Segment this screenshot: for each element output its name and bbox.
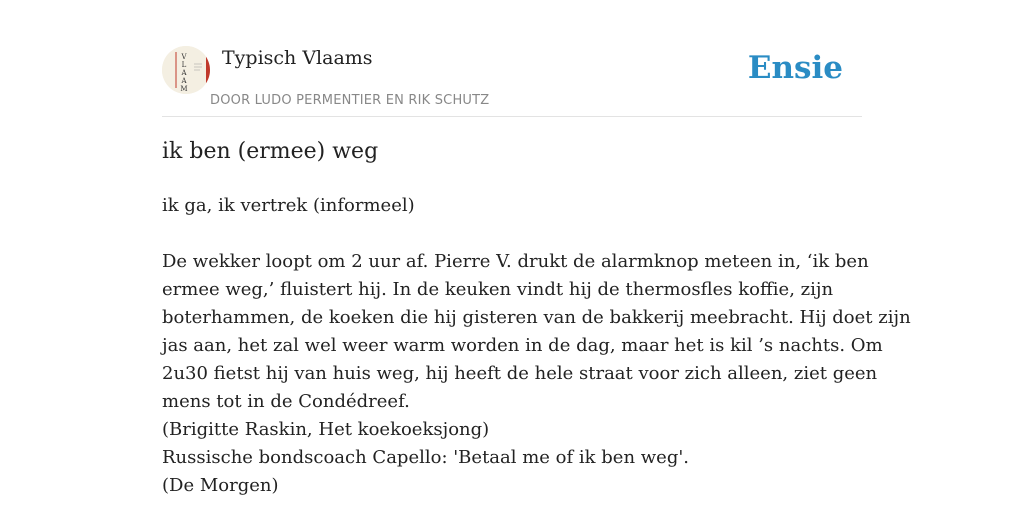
example-line: ermee weg,’ fluistert hij. In de keuken vindt hij de thermosfles koffie, zijn: [162, 279, 834, 300]
entry-example: [162, 248, 911, 500]
example-line: De wekker loopt om 2 uur af. Pierre V. drukt de alarmknop meteen in, ‘ik ben: [162, 251, 869, 272]
book-authors: DOOR LUDO PERMENTIER EN RIK SCHUTZ: [210, 93, 490, 108]
svg-text:A: A: [181, 77, 187, 85]
example-line: Russische bondscoach Capello: 'Betaal me of ik ben weg'.: [162, 447, 690, 468]
example-line: mens tot in de Condédreef.: [162, 391, 410, 412]
book-cover-graphic: [162, 46, 210, 94]
svg-text:M: M: [180, 85, 188, 93]
svg-text:A: A: [181, 69, 187, 77]
ensie-logo-link[interactable]: Ensie: [747, 50, 843, 86]
example-line: (Brigitte Raskin, Het koekoeksjong): [162, 419, 490, 440]
example-line: (De Morgen): [162, 475, 279, 496]
entry-definition: ik ga, ik vertrek (informeel): [162, 195, 415, 216]
example-line: boterhammen, de koeken die hij gisteren van de bakkerij meebracht. Hij doet zijn: [162, 307, 911, 328]
svg-text:L: L: [181, 61, 187, 69]
book-title[interactable]: Typisch Vlaams: [222, 47, 373, 69]
example-line: 2u30 fietst hij van huis weg, hij heeft de hele straat voor zich alleen, ziet geen: [162, 363, 878, 384]
site-header: [162, 44, 862, 117]
book-cover-icon[interactable]: [162, 46, 210, 94]
example-line: jas aan, het zal wel weer warm worden in de dag, maar het is kil ’s nachts. Om: [162, 335, 883, 356]
entry-title: ik ben (ermee) weg: [162, 139, 379, 164]
svg-text:V: V: [181, 53, 187, 61]
